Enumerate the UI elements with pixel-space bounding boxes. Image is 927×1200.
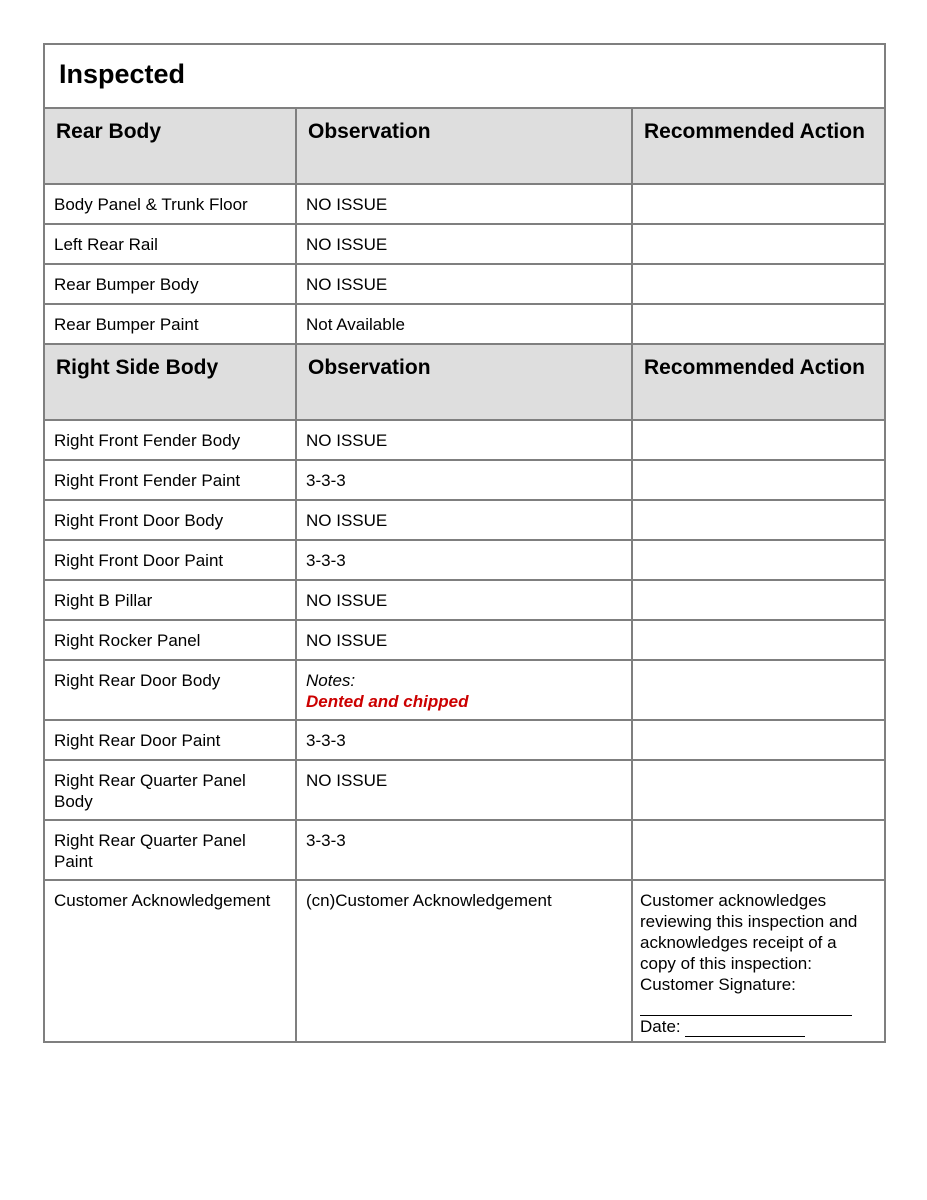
inspection-table xyxy=(43,43,886,1043)
signature-line xyxy=(640,995,875,1016)
table-row xyxy=(44,304,885,344)
recommended-action-value xyxy=(632,760,885,820)
observation-value: NO ISSUE xyxy=(296,224,632,264)
item-name: Right Front Fender Paint xyxy=(44,460,296,500)
observation-value: NO ISSUE xyxy=(296,620,632,660)
item-name: Right Rear Quarter Panel Body xyxy=(44,760,296,820)
item-name: Rear Bumper Body xyxy=(44,264,296,304)
table-row xyxy=(44,720,885,760)
recommended-action-value xyxy=(632,720,885,760)
item-name: Right Front Fender Body xyxy=(44,420,296,460)
signature-label: Customer Signature: xyxy=(640,975,796,994)
observation-notes xyxy=(296,660,632,720)
acknowledgement-block xyxy=(632,880,885,1042)
notes-label: Notes: xyxy=(306,671,356,690)
section-header-rear-body xyxy=(44,108,885,184)
observation-value: NO ISSUE xyxy=(296,264,632,304)
recommended-action-value xyxy=(632,304,885,344)
observation-value: (cn)Customer Acknowledgement xyxy=(296,880,632,1042)
table-row xyxy=(44,540,885,580)
recommended-action-value xyxy=(632,460,885,500)
table-row xyxy=(44,264,885,304)
observation-value: 3-3-3 xyxy=(296,460,632,500)
item-name: Rear Bumper Paint xyxy=(44,304,296,344)
observation-value: 3-3-3 xyxy=(296,820,632,880)
table-row xyxy=(44,460,885,500)
observation-value: NO ISSUE xyxy=(296,420,632,460)
observation-header: Observation xyxy=(296,344,632,420)
observation-value: 3-3-3 xyxy=(296,720,632,760)
item-name: Customer Acknowledgement xyxy=(44,880,296,1042)
table-row xyxy=(44,500,885,540)
item-name: Right Rear Door Body xyxy=(44,660,296,720)
observation-value: 3-3-3 xyxy=(296,540,632,580)
section-header-right-side-body xyxy=(44,344,885,420)
item-name: Right Rocker Panel xyxy=(44,620,296,660)
recommended-action-value xyxy=(632,264,885,304)
observation-header: Observation xyxy=(296,108,632,184)
date-line xyxy=(685,1019,805,1037)
recommended-action-value xyxy=(632,620,885,660)
recommended-action-header: Recommended Action xyxy=(632,344,885,420)
item-name: Left Rear Rail xyxy=(44,224,296,264)
item-name: Right Rear Quarter Panel Paint xyxy=(44,820,296,880)
notes-text: Dented and chipped xyxy=(306,692,469,711)
table-row xyxy=(44,620,885,660)
acknowledgement-row xyxy=(44,880,885,1042)
page-title: Inspected xyxy=(44,44,885,108)
item-name: Right Rear Door Paint xyxy=(44,720,296,760)
item-name: Right Front Door Paint xyxy=(44,540,296,580)
item-name: Body Panel & Trunk Floor xyxy=(44,184,296,224)
date-label: Date: xyxy=(640,1017,681,1036)
recommended-action-value xyxy=(632,580,885,620)
observation-value: NO ISSUE xyxy=(296,580,632,620)
section-heading: Rear Body xyxy=(44,108,296,184)
table-row xyxy=(44,184,885,224)
recommended-action-header: Recommended Action xyxy=(632,108,885,184)
observation-value: NO ISSUE xyxy=(296,500,632,540)
observation-value: NO ISSUE xyxy=(296,184,632,224)
table-row xyxy=(44,420,885,460)
table-row xyxy=(44,660,885,720)
table-row xyxy=(44,580,885,620)
date-field xyxy=(640,1016,875,1037)
recommended-action-value xyxy=(632,820,885,880)
table-row xyxy=(44,820,885,880)
recommended-action-value xyxy=(632,660,885,720)
section-heading: Right Side Body xyxy=(44,344,296,420)
observation-value: NO ISSUE xyxy=(296,760,632,820)
table-row xyxy=(44,760,885,820)
recommended-action-value xyxy=(632,184,885,224)
item-name: Right B Pillar xyxy=(44,580,296,620)
recommended-action-value xyxy=(632,420,885,460)
acknowledgement-statement: Customer acknowledges reviewing this inspection and acknowledges receipt of a copy of this inspection: xyxy=(640,891,858,973)
recommended-action-value xyxy=(632,500,885,540)
item-name: Right Front Door Body xyxy=(44,500,296,540)
recommended-action-value xyxy=(632,224,885,264)
recommended-action-value xyxy=(632,540,885,580)
observation-value: Not Available xyxy=(296,304,632,344)
table-row xyxy=(44,224,885,264)
